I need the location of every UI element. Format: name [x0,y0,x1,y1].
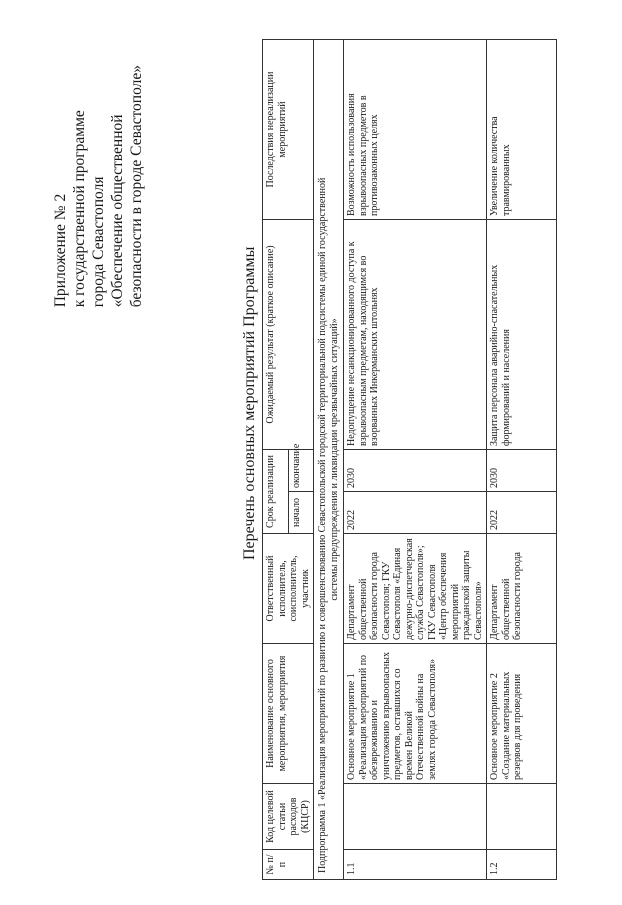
header-code: Код целевой статьи расходов (КЦСР) [263,784,314,850]
row-code [344,784,487,850]
measures-table [262,39,557,880]
subprogram-title-line: системы предупреждения и ликвидации чрезвычайных ситуаций» [328,318,340,601]
subprogram-title [314,40,344,880]
appendix-line: города Севастополя [90,176,107,308]
row-num: 1.2 [487,850,557,880]
row-consequences: Возможность использования взрывоопасных предметов в противозаконных целях [344,40,487,220]
header-start: начало [288,492,314,534]
row-start: 2022 [344,492,487,534]
header-end: окончание [288,450,314,492]
table-header-row [263,40,289,880]
row-result: Защита персонала аварийно-спасательных формирований и населения [487,220,557,450]
table-row [344,40,487,880]
appendix-line: Приложение № 2 [52,193,69,308]
header-name: Наименование основного мероприятия, мероприятия [263,644,314,784]
row-end: 2030 [344,450,487,492]
row-num: 1.1 [344,850,487,880]
document-page [16,20,606,880]
row-responsible: Департамент общественной безопасности города [487,534,557,644]
appendix-line: к государственной программе [71,110,88,308]
header-period: Срок реализации [263,450,289,534]
appendix-block [51,65,146,307]
row-end: 2030 [487,450,557,492]
header-num: № п/п [263,850,314,880]
header-consequences: Последствия нереализации мероприятий [263,40,314,220]
subprogram-row [314,40,344,880]
row-name: Основное мероприятие 2 «Создание материальных резервов для проведения [487,644,557,784]
row-name: Основное мероприятие 1 «Реализация мероприятий по обезвреживанию и уничтожению взрывоопасных предметов, оставшихся со времен Великой Отечественной войны на землях города Севастополя» [344,644,487,784]
header-result: Ожидаемый результат (краткое описание) [263,220,314,450]
row-consequences: Увеличение количества травмированных [487,40,557,220]
row-responsible: Департамент общественной безопасности города Севастополя; ГКУ Севастополя «Единая дежурно-диспетчерская служба Севастополя»; ГКУ Севастополя «Центр обеспечения мероприятий гражданской защиты Севастополя» [344,534,487,644]
subprogram-title-line: Подпрограмма 1 «Реализация мероприятий по развитию и совершенствованию Севастопольской городской территориальной подсистемы единой государственной [317,177,328,873]
document-title: Перечень основных мероприятий Программы [241,246,258,560]
header-responsible: Ответственный исполнитель, соисполнитель, участник [263,534,314,644]
table-row [487,40,557,880]
row-result: Недопущение несанкционированного доступа к взрывоопасным предметам, находящимся во взорванных Инкерманских штольнях [344,220,487,450]
appendix-line: безопасности в городе Севастополе» [128,65,145,308]
row-code [487,784,557,850]
appendix-line: «Обеспечение общественной [109,114,126,308]
row-start: 2022 [487,492,557,534]
